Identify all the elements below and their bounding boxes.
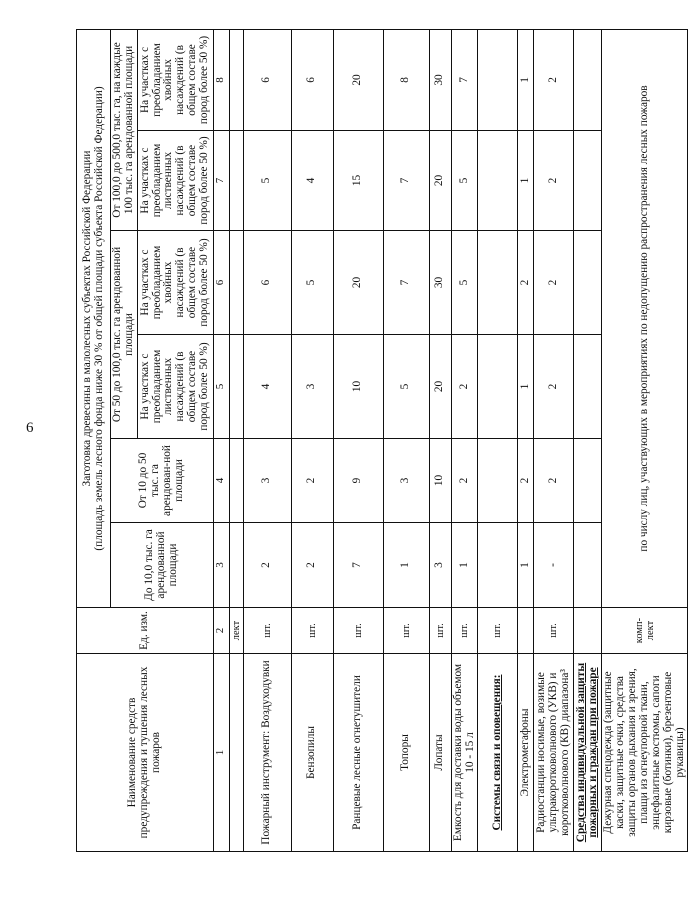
row-name: Емкость для доставки воды объемом 10 - 15 л [451, 654, 478, 852]
row-value [229, 335, 243, 439]
header-upto10: До 10,0 тыс. га арендованной площади [111, 523, 214, 608]
table-row [429, 29, 451, 851]
row-value [478, 131, 518, 231]
row-name: Ранцевые лесные огнетушители [333, 654, 383, 852]
row-value [229, 523, 243, 608]
header-50-100-conifer: На участках с преобладанием хвойных насаждений (в общем составе пород более 50 %) [137, 231, 213, 335]
row-value [574, 439, 602, 523]
row-name: Радиостанции носимые, возимые ультракоротковолнового (УКВ) и коротковолнового (КВ) диапазона³ [534, 654, 574, 852]
row-unit: шт. [478, 608, 518, 654]
colnum: 3 [213, 523, 229, 608]
row-value: 2 [451, 439, 478, 523]
row-value: 4 [291, 131, 333, 231]
group-subtitle: (площадь земель лесного фонда ниже 30 % от общей площади субъекта Российской Федерации) [92, 86, 105, 551]
row-value: 3 [291, 335, 333, 439]
row-value: 5 [451, 131, 478, 231]
row-value: 2 [534, 29, 574, 130]
row-value: 2 [451, 335, 478, 439]
row-name: Лопаты [429, 654, 451, 852]
row-value: 1 [518, 131, 534, 231]
row-value [574, 131, 602, 231]
row-value: 1 [518, 523, 534, 608]
row-value [478, 29, 518, 130]
row-value [478, 335, 518, 439]
header-group [77, 29, 111, 607]
table-row [291, 29, 333, 851]
row-value: 2 [291, 439, 333, 523]
row-value [229, 231, 243, 335]
row-value: 3 [429, 523, 451, 608]
row-value: 15 [333, 131, 383, 231]
row-value [478, 231, 518, 335]
header-100-500-conifer: На участках с преобладанием хвойных насаждений (в общем составе пород более 50 %) [137, 29, 213, 130]
row-unit: шт. [383, 608, 429, 654]
row-value: 5 [291, 231, 333, 335]
header-50-100-deciduous: На участках с преобладанием лиственных насаждений (в общем составе пород более 50 %) [137, 335, 213, 439]
row-value: 2 [243, 523, 291, 608]
row-value: 5 [243, 131, 291, 231]
row-value: 7 [451, 29, 478, 130]
column-numbers-row [213, 29, 229, 851]
row-value: 1 [383, 523, 429, 608]
row-name: Бензопилы [291, 654, 333, 852]
row-value: 2 [534, 131, 574, 231]
row-value [229, 131, 243, 231]
row-unit: шт. [243, 608, 291, 654]
colnum: 8 [213, 29, 229, 130]
row-value [478, 439, 518, 523]
row-value: 10 [429, 439, 451, 523]
row-value [478, 523, 518, 608]
colnum: 5 [213, 335, 229, 439]
row-value [574, 231, 602, 335]
row-name [229, 654, 243, 852]
table-row [602, 29, 688, 851]
header-100-500-deciduous: На участках с преобладанием лиственных насаждений (в общем составе пород более 50 %) [137, 131, 213, 231]
table-row [229, 29, 243, 851]
row-value: 1 [518, 335, 534, 439]
row-name: Системы связи и оповещения: [478, 654, 518, 852]
table-row [451, 29, 478, 851]
row-value: 4 [243, 335, 291, 439]
row-value: 6 [291, 29, 333, 130]
row-value [574, 335, 602, 439]
row-value: 30 [429, 231, 451, 335]
row-value: 2 [534, 231, 574, 335]
row-value: 20 [333, 231, 383, 335]
colnum: 6 [213, 231, 229, 335]
header-row-1 [77, 29, 111, 851]
row-value: 1 [518, 29, 534, 130]
table-row [243, 29, 291, 851]
colnum: 2 [213, 608, 229, 654]
row-value: 3 [243, 439, 291, 523]
table-row [518, 29, 534, 851]
header-50-100: От 50 до 100,0 тыс. га арендованной площади [111, 231, 138, 439]
row-value: - [534, 523, 574, 608]
row-value: 2 [518, 231, 534, 335]
row-name: Топоры [383, 654, 429, 852]
row-value: 8 [383, 29, 429, 130]
row-value: 1 [451, 523, 478, 608]
row-name: Электромегафоны [518, 654, 534, 852]
row-value: 3 [383, 439, 429, 523]
row-name: Средства индивидуальной защиты пожарных и граждан при пожаре [574, 654, 602, 852]
row-value: 7 [333, 523, 383, 608]
row-value: 7 [383, 131, 429, 231]
header-10-50: От 10 до 50 тыс. га арендован-ной площади [111, 439, 214, 523]
header-name: Наименование средств предупреждения и тушения лесных пожаров [77, 654, 214, 852]
row-unit: шт. [429, 608, 451, 654]
row-unit: шт. [333, 608, 383, 654]
row-value: 7 [383, 231, 429, 335]
row-value: 5 [451, 231, 478, 335]
row-unit [574, 608, 602, 654]
row-value [574, 523, 602, 608]
equipment-norms-table [76, 29, 688, 852]
table-row [333, 29, 383, 851]
header-100-500: От 100,0 до 500,0 тыс. га, на каждые 100 тыс. га арендованной площади [111, 29, 138, 230]
row-unit: шт. [291, 608, 333, 654]
row-name: Пожарный инструмент: Воздуходувки [243, 654, 291, 852]
page-number: 6 [26, 420, 34, 436]
row-value [229, 439, 243, 523]
row-value [229, 29, 243, 130]
row-unit [518, 608, 534, 654]
table-row [534, 29, 574, 851]
row-value: 2 [534, 439, 574, 523]
row-value: 20 [429, 131, 451, 231]
row-value: 2 [518, 439, 534, 523]
group-title: Заготовка древесины в малолесных субъектах Российской Федерации [80, 150, 93, 487]
row-value: 6 [243, 231, 291, 335]
row-unit: шт. [451, 608, 478, 654]
row-unit: шт. [534, 608, 574, 654]
row-value: 20 [429, 335, 451, 439]
row-value [574, 29, 602, 130]
row-value: 20 [333, 29, 383, 130]
row-value-merged: по числу лиц, участвующих в мероприятиях по недопущению распространения лесных пожаров [602, 29, 688, 607]
row-value: 2 [534, 335, 574, 439]
colnum: 4 [213, 439, 229, 523]
table-row [478, 29, 518, 851]
row-name: Дежурная спецодежда (защитные каски, защитные очки, средства защиты органов дыхания и зрения, плащи из огнеупорной ткани, энцефалитные костюмы, сапоги кирзовые (ботинки), брезентовые рукавицы) [602, 654, 688, 852]
row-value: 6 [243, 29, 291, 130]
row-unit: комп-лект [602, 608, 688, 654]
row-unit: лект [229, 608, 243, 654]
row-value: 30 [429, 29, 451, 130]
colnum: 1 [213, 654, 229, 852]
row-value: 9 [333, 439, 383, 523]
row-value: 5 [383, 335, 429, 439]
table-row [574, 29, 602, 851]
header-unit: Ед. изм. [77, 608, 214, 654]
colnum: 7 [213, 131, 229, 231]
row-value: 2 [291, 523, 333, 608]
rotated-table-container [76, 28, 686, 852]
row-value: 10 [333, 335, 383, 439]
table-row [383, 29, 429, 851]
